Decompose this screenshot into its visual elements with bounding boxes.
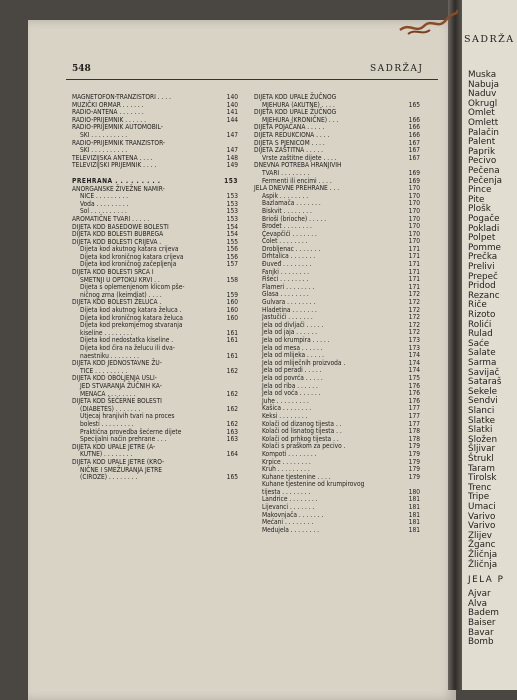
right-page-entry: Slatke [468,415,496,426]
toc-entry-page: 170 [408,222,420,231]
toc-entry-title: Kuhane tjestenine od krumpirovog [262,480,365,489]
toc-entry-title: DIJETA KOD BOLESTI SRCA I [72,268,154,277]
right-page-entry: Omlet [468,108,495,119]
right-page-entry: Rezanc [468,290,500,301]
toc-entry-page: 179 [408,442,420,451]
toc-entry-page: 140 [226,93,238,101]
toc-entry-title: NIČNE I SMEŽURANJA JETRE [80,465,162,474]
toc-entry-title: Mećani . . . . . . . . [262,518,314,527]
book-page-right [462,0,517,690]
toc-entry-title: DIJETA KOD BASEDOWE BOLESTI [72,222,169,231]
toc-entry-title: Kompoti . . . . . . . . [262,449,317,458]
toc-entry-title: Ćevapčići . . . . . . . [262,229,317,238]
toc-entry-title: Kruh . . . . . . . . . [262,465,310,474]
right-page-entry: Rizoto [468,310,496,320]
toc-entry-page: 165 [408,100,420,109]
toc-entry-title: Jela od povrća . . . . . [262,373,323,382]
toc-entry-page: 162 [226,419,238,428]
toc-entry-title: Đuveđ . . . . . . . . [262,260,312,269]
toc-entry-title: NICE . . . . . . . . . [80,192,128,201]
toc-entry-title: Utjecaj hranjivih tvari na proces [80,412,175,421]
toc-entry-page: 178 [408,427,420,436]
toc-entry-page: 179 [408,465,420,474]
toc-entry-page: 172 [408,298,420,307]
toc-entry-page: 154 [226,230,238,239]
right-page-entry: Varivo [468,511,496,522]
right-page-entry: Ajvar [468,589,491,600]
toc-entry-page: 173 [408,343,420,352]
toc-entry-page: 162 [226,404,238,413]
right-page-entry: Štrukl [468,454,494,464]
toc-entry-page: 166 [408,115,420,124]
right-page-entry: Paprik [468,146,496,157]
toc-entry-page: 177 [408,411,420,420]
right-page-entry: Pomme [468,242,501,253]
right-page-entry: Saće [468,338,490,349]
toc-entry-title: DIJETA KOD UPALE ŽUČNOG [254,93,337,101]
toc-entry-title: Jastučići . . . . . . . [262,313,313,322]
toc-entry-page: 160 [226,298,238,307]
right-page-entry: Bomb [468,637,494,648]
toc-entry-title: Specijalni način prehrane . . . [80,435,167,444]
toc-entry-title: Sol . . . . . . . . . . [80,207,127,216]
header-rule [66,79,438,80]
right-page-entry: Prelivi [468,262,495,272]
toc-entry-title: ničnog zrna (keimdiat) . . . . [80,290,162,299]
toc-entry-title: MJEHURA (KRONIČNE) . . . [262,115,339,124]
toc-entry-page: 153 [224,176,238,185]
right-page-entry: Zlijev [468,530,492,541]
right-page-entry: Varivo [468,521,496,532]
toc-entry-page: 161 [226,328,238,337]
right-page-entry: Trenc [468,482,492,493]
right-page-entry: Nabuja [468,79,499,90]
right-page-entry: Sekele [468,386,498,397]
toc-entry-title: DIJETA KOD UPALE JETRE (KRO- [72,457,165,466]
toc-entry-title: Kašica . . . . . . . . [262,404,312,413]
toc-entry-title: Dijeta kod kroničnog katara želuca [80,313,183,322]
toc-entry-title: TELEVIZIJSKI PRIJEMNIK . . . . [72,161,157,170]
toc-entry-title: Fermenti ili encimi . . . . [262,176,332,185]
toc-entry-page: 170 [408,214,420,223]
toc-entry-page: 153 [226,214,238,223]
toc-entry-title: Voda . . . . . . . . . [80,199,129,208]
toc-entry-page: 175 [408,373,420,382]
toc-entry-page: 157 [226,260,238,269]
toc-entry-page: 153 [226,207,238,216]
toc-entry-title: Krpice . . . . . . . . [262,457,311,466]
toc-entry-page: 144 [226,115,238,124]
right-page-entry: Taram [468,463,495,474]
toc-entry-page: 169 [408,176,420,185]
toc-entry-title: kiseline . . . . . . . . [80,328,133,337]
toc-entry-title: Fanjki . . . . . . . . [262,267,310,276]
toc-entry-page: 181 [408,525,420,534]
toc-entry-title: TICE . . . . . . . . . [80,366,128,375]
toc-entry-page: 148 [226,153,238,162]
right-page-entry: Prečka [468,252,498,263]
toc-entry-page: 181 [408,518,420,527]
toc-entry-page: 170 [408,229,420,238]
toc-entry-page: 171 [408,275,420,284]
toc-entry-title: Glasa . . . . . . . . [262,290,309,299]
toc-entry-title: Flameri . . . . . . . . [262,282,315,291]
right-page-entry: Okrugl [468,98,498,109]
toc-entry-title: RADIO-PRIJEMNIK AUTOMOBIL- [72,123,163,132]
toc-entry-title: Biskvit . . . . . . . . [262,206,312,215]
right-page-entry: Pečena [468,166,500,176]
toc-entry-title: Jela od divljači . . . . . [262,320,324,329]
toc-entry-title: SKI . . . . . . . . . . [80,146,128,155]
toc-entry-page: 149 [226,161,238,170]
toc-column-middle [254,93,420,534]
toc-entry-title: Kuhane tjestenine . . . . [262,472,331,481]
toc-entry-page: 174 [408,366,420,375]
toc-entry-page: 166 [408,123,420,132]
toc-entry-title: ANORGANSKE ŽIVEŽNE NAMIR- [72,184,165,193]
toc-entry-title: Juhe . . . . . . . . . [262,396,309,405]
toc-entry-title: MJEHURA (AKUTNE) . . . . [262,100,335,109]
toc-entry-page: 154 [226,222,238,231]
toc-entry-page: 164 [226,450,238,459]
right-page-entry: Pecivo [468,156,497,167]
toc-entry-title: Medujela . . . . . . . . [262,525,320,534]
toc-entry-page: 153 [226,192,238,201]
toc-entry-title: Fišeci . . . . . . . . [262,275,309,284]
right-page-entry: Naduv [468,89,497,100]
toc-entry-title: SMETNJI U OPTOKU KRVI . . [80,275,160,284]
right-page-entry: Umaci [468,502,496,512]
toc-entry-title: Čolet . . . . . . . . [262,237,308,246]
right-page-entry: Slatki [468,425,493,436]
toc-entry-title: AROMATIČNE TVARI . . . . . [72,214,150,223]
toc-entry-page: 171 [408,244,420,253]
toc-entry-title: DIJETA KOD BOLESTI ŽELUCA . [72,298,162,307]
toc-entry-title: Dijeta kod prekomjernog stvaranja [80,321,183,330]
toc-entry-page: 176 [408,381,420,390]
toc-entry-page: 161 [226,351,238,360]
toc-entry-title: KUTNE) . . . . . . . . [80,450,133,459]
right-page-entry: Šljivar [468,444,496,455]
toc-entry-title: Jela od peradi . . . . . [262,366,322,375]
page-number: 548 [72,64,91,74]
toc-entry-page: 179 [408,472,420,481]
right-page-entry: Tirolsk [468,473,497,484]
toc-entry-page: 170 [408,206,420,215]
toc-entry-title: Drobljenac . . . . . . . [262,244,321,253]
toc-entry [254,525,420,535]
toc-entry [72,473,238,482]
right-page-entry: Žganc [468,540,496,551]
toc-entry-page: 181 [408,503,420,512]
toc-entry-page: 172 [408,313,420,322]
toc-entry-title: Brioši (brioche) . . . . . [262,214,327,223]
toc-entry-page: 171 [408,267,420,276]
toc-entry-page: 140 [226,100,238,109]
toc-entry-title: SKI . . . . . . . . . . [80,130,128,139]
right-page-entry: Plošk [468,204,491,215]
right-page-entry: Bavar [468,627,494,638]
toc-entry-page: 159 [226,290,238,299]
toc-entry-title: Jela od riba . . . . . . [262,381,318,390]
toc-entry-title: Hladetina . . . . . . . [262,305,317,314]
right-page-entry: Polpet [468,233,496,244]
toc-entry-title: Dijeta kod čira na želucu ili dva- [80,344,175,352]
toc-entry-title: DNEVNA POTREBA HRANJIVIH [254,161,342,170]
right-page-entry: Riče [468,300,487,311]
right-page-section-title: JELA P [468,575,505,586]
toc-entry-page: 180 [408,487,420,496]
toc-entry-page: 147 [226,146,238,155]
right-page-entry: Prepeč [468,271,498,282]
toc-entry [72,161,238,170]
toc-entry-title: Brodet . . . . . . . . [262,222,312,231]
toc-entry-title: Lijevanci . . . . . . . [262,503,315,512]
toc-entry-page: 156 [226,245,238,254]
toc-entry-title: DIJETA KOD UPALE ŽUČNOG [254,108,337,117]
toc-entry-page: 179 [408,449,420,458]
right-page-entry: Badem [468,608,499,619]
toc-entry-title: MAGNETOFON-TRANZISTORI . . . . [72,93,171,101]
toc-entry-page: 170 [408,191,420,200]
right-page-entry: Sarma [468,358,497,368]
toc-entry-page: 172 [408,305,420,314]
right-page-entry: Slanci [468,406,495,416]
toc-entry-page: 176 [408,396,420,405]
toc-entry-title: (CIROZE) . . . . . . . . [80,473,138,482]
toc-entry-page: 172 [408,328,420,337]
toc-entry-title: Dijeta kod nedostatka kiseline . [80,336,174,345]
toc-entry-title: Keksi . . . . . . . . [262,411,308,420]
toc-entry-title: Dijeta kod kroničnog katara crijeva [80,252,184,261]
right-page-entry: Pokladi [468,223,500,234]
toc-entry-page: 176 [408,389,420,398]
toc-entry-title: Jela od mesa . . . . . . [262,343,323,352]
toc-entry-page: 177 [408,404,420,413]
right-page-title: SADRŽA [464,34,515,45]
toc-entry-page: 167 [408,146,420,155]
toc-entry-title: Kolači od prhkog tijesta . . [262,434,339,443]
toc-entry-title: Gulvara . . . . . . . . [262,298,316,307]
toc-entry-title: RADIO-ANTENA . . . . . . . [72,108,144,117]
toc-entry-title: Dijeta s oplemenjenom klicom pše- [80,283,185,292]
toc-entry-title: Aspik . . . . . . . . [262,191,309,200]
toc-entry-title: DIJETA KOD JEDNOSTAVNE ŽU- [72,359,162,368]
toc-entry-title: TELEVIZIJSKA ANTENA . . . . [72,153,153,162]
toc-entry-title: Dijeta kod akutnog katara crijeva [80,245,179,254]
toc-entry-title: Jela od voća . . . . . . [262,389,321,398]
toc-entry-title: Landrice . . . . . . . . [262,495,318,504]
bookmark-ribbon [398,0,458,40]
right-page-entry: Pince [468,185,492,196]
toc-entry-title: DIJETA KOD ŠEĆERNE BOLESTI [72,397,162,406]
toc-entry-title: Makovnjača . . . . . . . [262,510,324,519]
toc-entry-title: DIJETA KOD BOLESTI CRIJEVA . [72,237,162,246]
toc-entry-title: DIJETA ZAŠTITNA . . . . . [254,146,324,155]
right-page-entry: Muska [468,70,497,80]
toc-entry-title: Drhtalica . . . . . . . [262,252,316,261]
right-page-entry: Omlett [468,118,499,128]
right-page-entry: Sendvi [468,396,498,407]
toc-entry-page: 172 [408,290,420,299]
toc-entry-page: 170 [408,237,420,246]
toc-entry-title: JELA DNEVNE PREHRANE . . . [254,184,340,193]
toc-entry-page: 158 [226,275,238,284]
toc-entry-page: 160 [226,313,238,322]
right-page-entry: Rulad [468,329,493,340]
toc-entry-title: TVARI . . . . . . . . [262,168,310,177]
toc-entry-title: Vrste zaštitne dijete . . . . [262,153,337,162]
toc-entry-title: Jela od mlijeka . . . . . [262,351,325,360]
toc-entry-page: 161 [226,336,238,345]
toc-entry-page: 163 [226,427,238,436]
toc-entry-title: DIJETA S PJENICOM . . . . [254,138,325,147]
toc-entry-page: 167 [408,138,420,147]
toc-entry-page: 153 [226,199,238,208]
right-page-entry: Palent [468,137,496,148]
toc-entry-page: 141 [226,108,238,117]
toc-entry-title: (DIABETES) . . . . . . . [80,404,141,413]
toc-entry-page: 170 [408,199,420,208]
toc-entry-page: 174 [408,358,420,367]
right-page-entry: Rolići [468,319,492,330]
toc-entry-page: 171 [408,252,420,261]
right-page-entry: Palačin [468,127,499,138]
running-title: SADRŽAJ [370,64,424,74]
toc-entry-title: Jela od mliječnih proizvoda . [262,358,346,367]
toc-entry-page: 171 [408,260,420,269]
toc-entry-page: 166 [408,130,420,139]
toc-entry-title: Dijeta kod kroničnog začepljenja [80,260,177,269]
toc-entry-page: 181 [408,495,420,504]
toc-entry-title: Jela od jaja . . . . . . [262,328,318,337]
toc-entry-title: Jela od krumpira . . . . . [262,336,330,344]
toc-entry-title: DIJETA KOD UPALE JETRE (A- [72,442,156,451]
right-page-entry: Tripe [468,492,490,503]
right-page-entry: Složen [468,434,498,445]
toc-entry-page: 162 [226,366,238,375]
toc-entry-page: 172 [408,320,420,329]
toc-entry-title: bolesti . . . . . . . . . [80,419,134,428]
toc-entry-title: naestniku . . . . . . . . [80,351,139,360]
toc-entry-title: Praktična provedba šećerne dijete [80,427,182,436]
right-page-entry: Baiser [468,618,496,628]
toc-entry-page: 181 [408,510,420,519]
right-page-entry: Salate [468,348,496,359]
toc-entry-page: 162 [226,389,238,398]
toc-entry-title: DIJETA KOD BOLESTI BUBREGA [72,230,164,239]
right-page-entry: Žličnja [468,559,498,570]
right-page-entry: Savijač [468,367,500,378]
toc-entry-title: Dijeta kod akutnog katara želuca . [80,306,182,315]
toc-entry-page: 177 [408,419,420,428]
right-page-entry: Pridod [468,281,496,292]
toc-entry-page: 170 [408,184,420,193]
toc-entry-title: PREHRANA . . . . . . . . . [72,176,161,185]
toc-entry-page: 173 [408,336,420,344]
toc-entry-page: 174 [408,351,420,360]
right-page-entry: Žličnja [468,550,498,560]
toc-entry-title: DIJETA POJAČANA . . . . . [254,123,325,132]
toc-entry-page: 179 [408,457,420,466]
toc-entry-page: 178 [408,434,420,443]
toc-entry-page: 169 [408,168,420,177]
toc-entry-title: MUZIČKI ORMAR . . . . . . [72,100,144,109]
right-page-entry: Sataraš [468,377,502,388]
toc-entry-page: 160 [226,306,238,315]
toc-entry-title: Bazlamača . . . . . . . [262,199,321,208]
toc-entry-page: 155 [226,237,238,246]
toc-entry-title: Kolači s praškom za pecivo . [262,442,346,451]
toc-entry-page: 167 [408,153,420,162]
toc-entry-title: MENACA . . . . . . . . [80,389,136,398]
toc-entry-page: 156 [226,252,238,261]
right-page-entry: Alva [468,598,488,609]
toc-entry-page: 163 [226,435,238,444]
right-page-entry: Pite [468,194,485,205]
toc-entry-title: Kolači od lisnatog tijesta . . [262,427,342,436]
right-page-entry: Pogače [468,214,500,224]
toc-entry-title: RADIO-PRIJEMNIK TRANZISTOR- [72,138,166,147]
toc-entry-title: Kolači od dizanog tijesta . . [262,419,342,428]
book-gutter [448,0,462,690]
toc-entry-page: 147 [226,130,238,139]
toc-entry-page: 171 [408,282,420,291]
toc-column-left [72,93,238,482]
toc-entry-title: DIJETA REDUKCIONA . . . . [254,130,330,139]
toc-entry-title: tijesta . . . . . . . . [262,487,311,496]
right-page-entry: Pečenja [468,175,503,186]
toc-entry-page: 165 [226,473,238,482]
toc-entry-title: JED STVARANJA ŽUČNIH KA- [80,381,162,390]
toc-entry-title: RADIO-PRIJEMNIK . . . . . . [72,115,146,124]
toc-entry-title: DIJETA KOD OBOLJENJA USLI- [72,374,157,383]
